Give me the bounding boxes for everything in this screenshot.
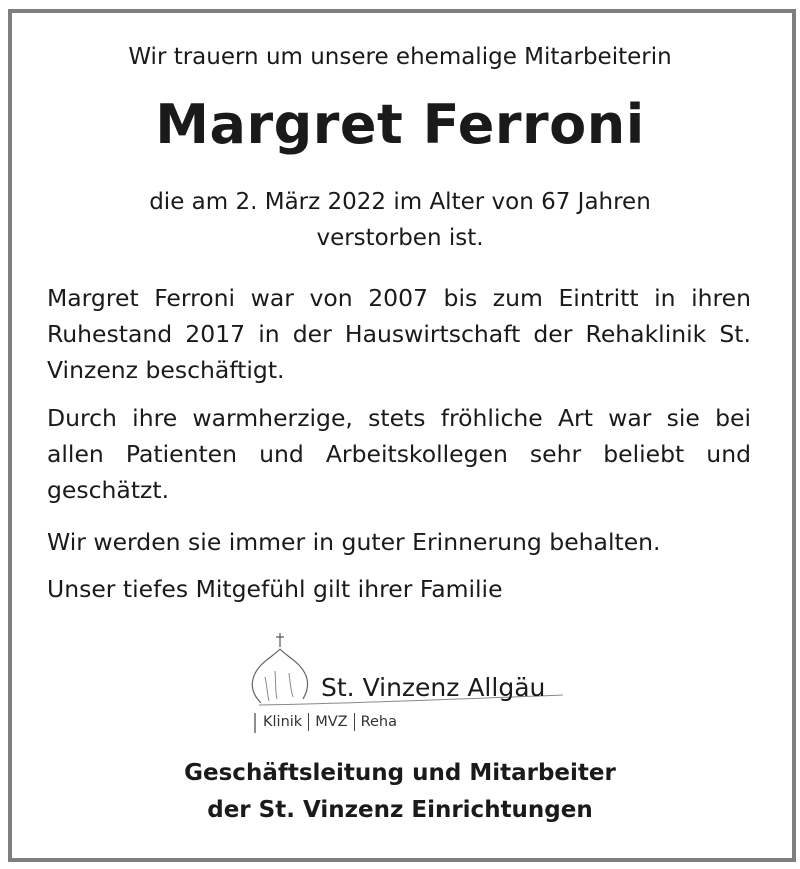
paragraph-employment: Margret Ferroni war von 2007 bis zum Eintritt in ihren Ruhestand 2017 in der Hauswirtschaft der Rehaklinik St. Vinzenz beschäftigt. bbox=[47, 284, 751, 384]
intro-line: Wir trauern um unsere ehemalige Mitarbeiterin bbox=[128, 44, 672, 70]
signature-line-1: Geschäftsleitung und Mitarbeiter bbox=[184, 760, 616, 786]
logo-sub-klinik: Klinik bbox=[263, 714, 303, 730]
deceased-name: Margret Ferroni bbox=[155, 93, 645, 156]
logo-separator bbox=[308, 713, 309, 731]
paragraph-memory: Wir werden sie immer in guter Erinnerung behalten. bbox=[47, 528, 661, 556]
signature bbox=[0, 755, 800, 829]
logo-separator bbox=[354, 713, 355, 731]
logo-name: St. Vinzenz Allgäu bbox=[321, 673, 546, 702]
logo-sub-reha: Reha bbox=[360, 714, 397, 730]
paragraph-character: Durch ihre warmherzige, stets fröhliche Art war sie bei allen Patienten und Arbeitskollegen sehr beliebt und geschätzt. bbox=[47, 404, 751, 504]
paragraph-condolence: Unser tiefes Mitgefühl gilt ihrer Familie bbox=[47, 575, 503, 603]
signature-line-2: der St. Vinzenz Einrichtungen bbox=[207, 797, 593, 823]
death-line-2: verstorben ist. bbox=[316, 225, 484, 251]
logo-sub-mvz: MVZ bbox=[315, 714, 348, 730]
logo-subtitle bbox=[263, 711, 397, 733]
death-notice bbox=[0, 184, 800, 256]
death-line-1: die am 2. März 2022 im Alter von 67 Jahren bbox=[149, 189, 651, 215]
st-vinzenz-logo bbox=[245, 633, 565, 743]
